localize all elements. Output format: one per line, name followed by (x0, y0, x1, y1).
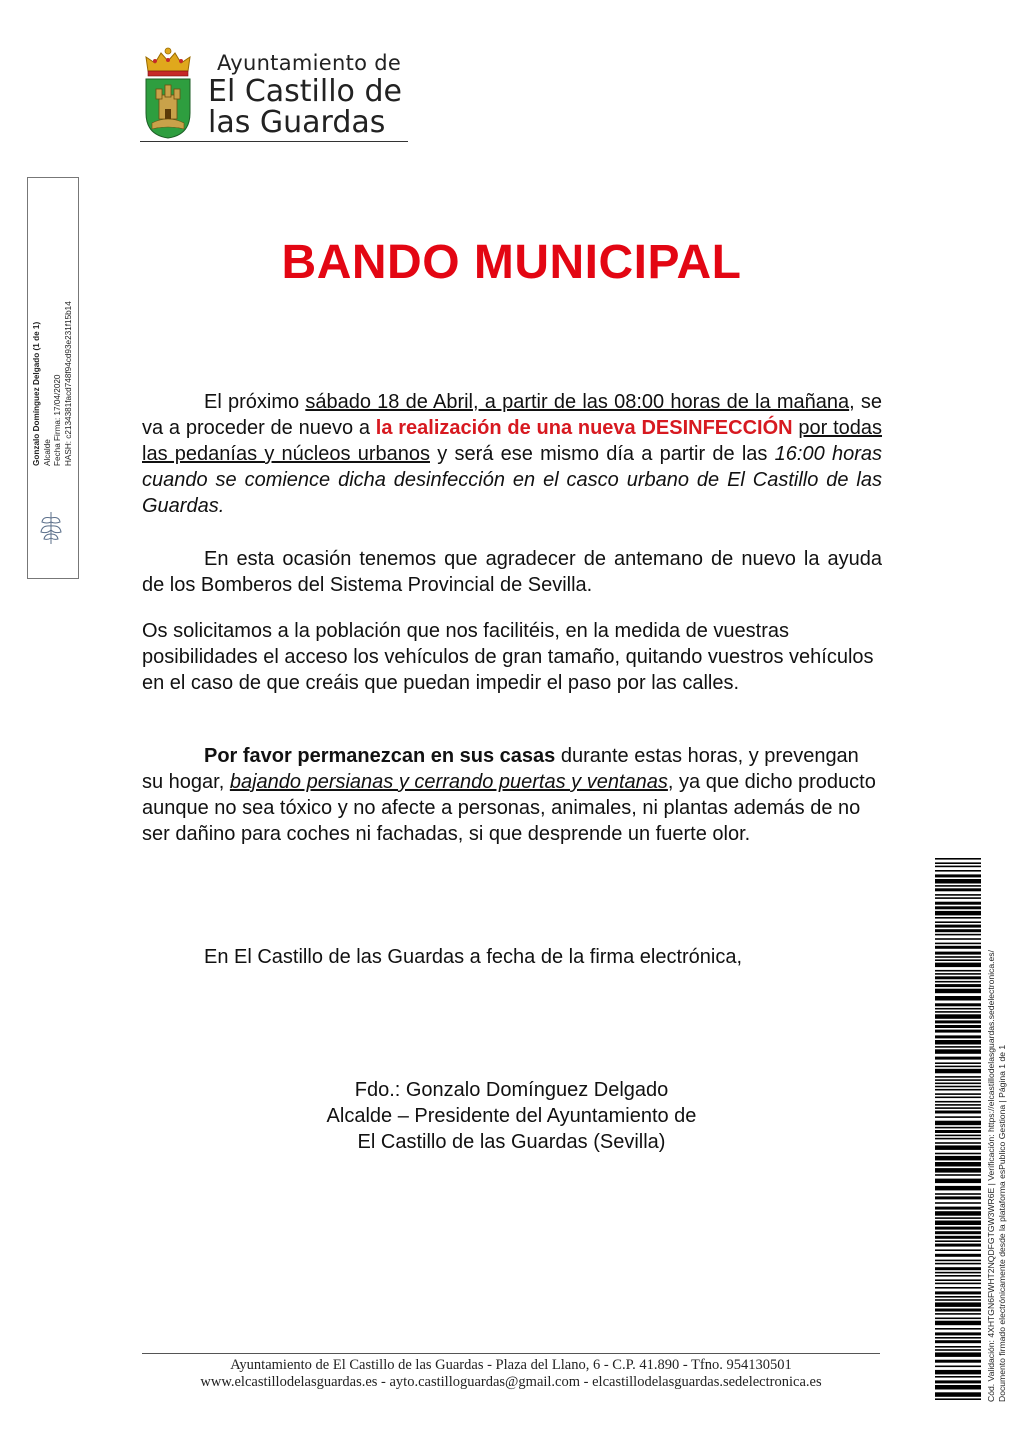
barcode-bar (935, 1207, 981, 1210)
barcode-bar (935, 1093, 981, 1095)
barcode-bar (935, 1385, 981, 1390)
barcode-bar (935, 1193, 981, 1195)
p1-disinfection-highlight: la realización de una nueva DESINFECCIÓN (375, 417, 793, 439)
barcode-bar (935, 1156, 981, 1161)
barcode-bar (935, 1040, 981, 1045)
barcode-bar (935, 1244, 981, 1247)
p1-time-italic: 16:00 horas cuando se comience dicha desinfección en el casco urbano de El Castillo de las Guardas. (142, 443, 882, 517)
barcode-bar (935, 1249, 981, 1251)
barcode-bar (935, 1302, 981, 1307)
barcode-bar (935, 1121, 981, 1126)
barcode-bar (935, 1097, 981, 1099)
barcode-bar (935, 1057, 981, 1060)
barcode-bar (935, 1138, 981, 1140)
paragraph-announcement (142, 389, 882, 519)
barcode-bar (935, 885, 981, 887)
barcode-bar (935, 1227, 981, 1230)
barcode-bar (935, 1107, 981, 1109)
p1-text-a: El próximo (204, 391, 306, 413)
barcode-bar (935, 938, 981, 940)
barcode-bar (935, 1111, 981, 1114)
barcode-bar (935, 1049, 981, 1054)
barcode-bar (935, 996, 981, 1001)
signature-municipality: El Castillo de las Guardas (Sevilla) (357, 1131, 666, 1153)
barcode-bar (935, 946, 981, 949)
footer-divider (142, 1353, 880, 1354)
signature-block (0, 1077, 1023, 1155)
barcode-bar (935, 1179, 981, 1184)
barcode-bar (935, 1366, 981, 1368)
p4-stay-home-bold: Por favor permanezcan en sus casas (204, 745, 556, 767)
coat-of-arms-icon (142, 45, 194, 140)
barcode-bar (935, 1337, 981, 1339)
p1-date-underlined: sábado 18 de Abril, a partir de las 08:00 horas de la mañana (305, 391, 850, 413)
barcode-bar (935, 1030, 981, 1033)
signer-name: Gonzalo Domínguez Delgado (1 de 1) (32, 321, 41, 466)
barcode-bar (935, 1174, 981, 1176)
barcode-bar (935, 925, 981, 928)
barcode-bar (935, 1196, 981, 1199)
barcode-bar (935, 970, 981, 972)
barcode-bar (935, 1340, 981, 1343)
barcode-bar (935, 911, 981, 916)
p1-text-g: y será ese mismo día a partir de las (430, 443, 775, 465)
verification-barcode (935, 858, 981, 1400)
barcode-bar (935, 1287, 981, 1289)
barcode-bar (935, 976, 981, 979)
barcode-bar (935, 1168, 981, 1173)
barcode-bar (935, 1309, 981, 1312)
barcode-bar (935, 989, 981, 994)
signature-name: Fdo.: Gonzalo Domínguez Delgado (354, 1079, 669, 1101)
barcode-bar (935, 1153, 981, 1155)
barcode-bar (935, 921, 981, 923)
barcode-bar (935, 1116, 981, 1118)
barcode-bar (935, 1313, 981, 1315)
barcode-bar (935, 1066, 981, 1068)
barcode-bar (935, 929, 981, 932)
barcode-bar (935, 963, 981, 968)
barcode-bar (935, 973, 981, 975)
barcode-bar (935, 1008, 981, 1010)
municipal-logo (140, 45, 410, 145)
p1-text-c: , se va a proceder de nuevo a (142, 391, 882, 439)
signature-text (32, 301, 74, 466)
barcode-bar (935, 1279, 981, 1281)
barcode-bar (935, 1130, 981, 1133)
barcode-bar (935, 1221, 981, 1226)
paragraph-stay-home (142, 743, 882, 847)
barcode-bar (935, 1076, 981, 1078)
logo-text-las-guardas: las Guardas (208, 105, 386, 140)
logo-text-ayuntamiento: Ayuntamiento de (217, 51, 402, 75)
p4-text-b: durante estas horas, y prevengan su hogar, (142, 745, 859, 793)
footer-contacts: www.elcastillodelasguardas.es - ayto.castilloguardas@gmail.com - elcastillodelasguardas.sedelectronica.es (200, 1374, 822, 1390)
barcode-bar (935, 1346, 981, 1348)
barcode-bar (935, 1370, 981, 1375)
barcode-bar (935, 1380, 981, 1383)
closing-line: En El Castillo de las Guardas a fecha de la firma electrónica, (204, 946, 743, 968)
barcode-bar (935, 1014, 981, 1019)
barcode-bar (935, 1318, 981, 1320)
barcode-bar (935, 1321, 981, 1326)
barcode-bar (935, 1211, 981, 1216)
barcode-bar (935, 1236, 981, 1239)
signer-role: Alcalde (42, 439, 52, 466)
barcode-bar (935, 1069, 981, 1074)
p4-instructions-underlined: bajando persianas y cerrando puertas y ventanas (229, 771, 668, 793)
barcode-bar (935, 1217, 981, 1219)
barcode-bar (935, 1089, 981, 1091)
barcode-bar (935, 959, 981, 961)
barcode-bar (935, 1254, 981, 1257)
barcode-bar (935, 1263, 981, 1265)
barcode-bar (935, 1142, 981, 1144)
barcode-bar (935, 1299, 981, 1301)
barcode-bar (935, 984, 981, 987)
barcode-bar (935, 897, 981, 899)
page-title: BANDO MUNICIPAL (281, 236, 742, 289)
barcode-bar (935, 1392, 981, 1397)
barcode-bar (935, 934, 981, 936)
barcode-bar (935, 1083, 981, 1085)
barcode-bar (935, 1202, 981, 1204)
barcode-bar (935, 1035, 981, 1038)
footer (142, 1357, 880, 1391)
barcode-bar (935, 1275, 981, 1277)
logo-text-el-castillo: El Castillo de (208, 74, 402, 109)
barcode-bar (935, 917, 981, 919)
barcode-bar (935, 879, 981, 884)
paragraph-request: Os solicitamos a la población que nos facilitéis, en la medida de vuestras posibilidades el acceso los vehículos de gran tamaño, quitando vuestros vehículos en el caso de que creáis que puedan impedir el paso por las calles. (142, 620, 874, 694)
barcode-bar (935, 1283, 981, 1285)
barcode-bar (935, 1086, 981, 1088)
barcode-bar (935, 862, 981, 864)
barcode-bar (935, 866, 981, 868)
barcode-bar (935, 1104, 981, 1106)
barcode-bar (935, 956, 981, 958)
barcode-bar (935, 1079, 981, 1081)
p4-text-d: , ya que dicho producto aunque no sea tóxico y no afecte a personas, animales, ni plantas además de no ser dañino para coches ni fachadas, si que desprende un fuerte olor. (142, 771, 876, 845)
p1-locations-underlined: por todas las pedanías y núcleos urbanos (142, 417, 882, 465)
barcode-bar (935, 1135, 981, 1137)
barcode-bar (935, 894, 981, 896)
barcode-bar (935, 888, 981, 891)
barcode-bar (935, 981, 981, 983)
barcode-bar (935, 874, 981, 877)
barcode-bar (935, 1062, 981, 1064)
signature-title: Alcalde – Presidente del Ayuntamiento de (326, 1105, 697, 1127)
barcode-bar (935, 1349, 981, 1351)
paragraph-thanks: En esta ocasión tenemos que agradecer de antemano de nuevo la ayuda de los Bomberos del Sistema Provincial de Sevilla. (142, 548, 882, 596)
barcode-bar (935, 1231, 981, 1234)
barcode-bar (935, 1260, 981, 1262)
barcode-bar (935, 1020, 981, 1023)
barcode-bar (935, 858, 981, 860)
barcode-bar (935, 1011, 981, 1013)
barcode-bar (935, 1291, 981, 1294)
signature-hash: HASH: c2134381facd748f94cd93e231f15b14 (63, 301, 73, 466)
barcode-bar (935, 1376, 981, 1378)
signature-seal-icon (38, 508, 64, 548)
verification-text (986, 950, 1008, 1402)
barcode-bar (935, 1046, 981, 1048)
barcode-bar (935, 1003, 981, 1006)
barcode-bar (935, 1360, 981, 1363)
barcode-bar (935, 1296, 981, 1298)
barcode-bar (935, 1025, 981, 1028)
verification-code: Cód. Validación: 4XHTGN6FWHT2NQDFGTGW3WR6E | Verificación: https://elcastillodelasguardas.sedelectronica.es/ (986, 950, 996, 1402)
barcode-bar (935, 1267, 981, 1270)
signature-date: Fecha Firma: 17/04/2020 (53, 374, 62, 466)
barcode-bar (935, 1145, 981, 1150)
barcode-bar (935, 1352, 981, 1357)
barcode-bar (935, 1272, 981, 1274)
verification-platform: Documento firmado electrónicamente desde la plataforma esPublico Gestiona | Página 1 de 1 (997, 1044, 1007, 1402)
barcode-bar (935, 1162, 981, 1167)
barcode-bar (935, 902, 981, 905)
barcode-bar (935, 952, 981, 955)
footer-address: Ayuntamiento de El Castillo de las Guardas - Plaza del Llano, 6 - C.P. 41.890 - Tfno. 954130501 (230, 1357, 792, 1373)
barcode-bar (935, 1240, 981, 1242)
barcode-bar (935, 1101, 981, 1103)
barcode-bar (935, 1398, 981, 1400)
barcode-bar (935, 870, 981, 872)
logo-underline (140, 141, 408, 142)
barcode-bar (935, 1186, 981, 1191)
barcode-bar (935, 1328, 981, 1330)
barcode-bar (935, 906, 981, 909)
barcode-bar (935, 943, 981, 945)
barcode-bar (935, 1127, 981, 1129)
barcode-bar (935, 1332, 981, 1335)
